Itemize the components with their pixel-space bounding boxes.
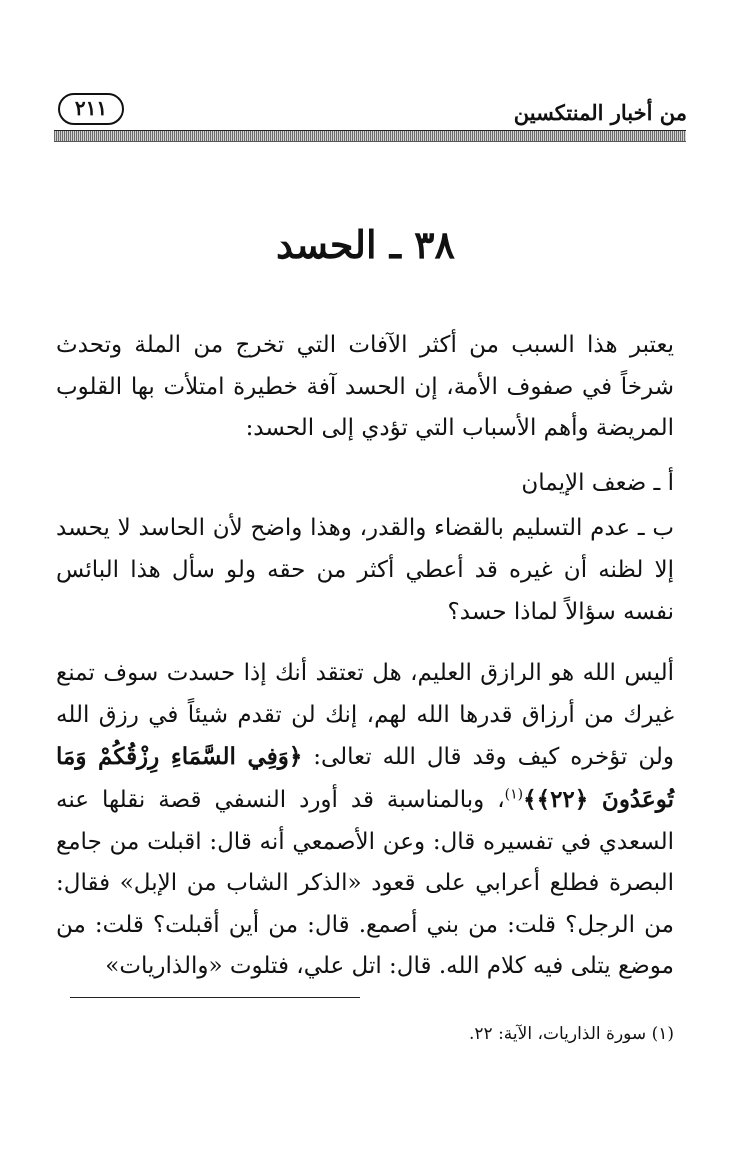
paragraph-text: أليس الله هو الرازق العليم، هل تعتقد أنك إذا حسدت سوف تمنع غيرك من أرزاق قدرها الله لهم، إنك لن تقدم شيئاً في رزق الله ولن تؤخره كيف وقد قال الله تعالى: xyxy=(56,660,674,771)
header-rule xyxy=(54,130,686,142)
story-paragraph xyxy=(56,653,674,988)
intro-paragraph: يعتبر هذا السبب من أكثر الآفات التي تخرج من الملة وتحدث شرخاً في صفوف الأمة، إن الحسد آفة خطيرة امتلأت بها القلوب المريضة وأهم الأسباب التي تؤدي إلى الحسد: xyxy=(56,332,674,442)
quran-verse: ﴿وَفِي السَّمَاءِ رِزْقُكُمْ وَمَا تُوعَدُونَ ﴿٢٢﴾﴾ xyxy=(56,743,675,813)
footnote: (١) سورة الذاريات، الآية: ٢٢. xyxy=(469,1024,674,1044)
list-item-a: أ ـ ضعف الإيمان xyxy=(521,469,674,496)
chapter-title: ٣٨ ـ الحسد xyxy=(276,222,455,267)
list-item-b: ب ـ عدم التسليم بالقضاء والقدر، وهذا واضح لأن الحاسد لا يحسد إلا لظنه أن غيره قد أعطي أكثر من حقه ولو سأل هذا البائس نفسه سؤالاً لماذا حسد؟ xyxy=(56,515,674,625)
footnote-reference: (١) xyxy=(504,786,524,803)
running-title: من أخبار المنتكسين xyxy=(513,100,687,125)
paragraph-text-continued: ، وبالمناسبة قد أورد النسفي قصة نقلها عنه السعدي في تفسيره قال: وعن الأصمعي أنه قال: اقبلت من جامع البصرة فطلع أعرابي على قعود «الذكر الشاب من الإبل» فقال: من الرجل؟ قلت: من بني أصمع. قال: من أين أقبلت؟ قلت: من موضع يتلى فيه كلام الله. قال: اتل علي، فتلوت «والذاريات» xyxy=(56,786,674,980)
page-number: ٢١١ xyxy=(58,93,124,125)
footnote-rule xyxy=(70,997,360,998)
body-text xyxy=(56,325,674,988)
